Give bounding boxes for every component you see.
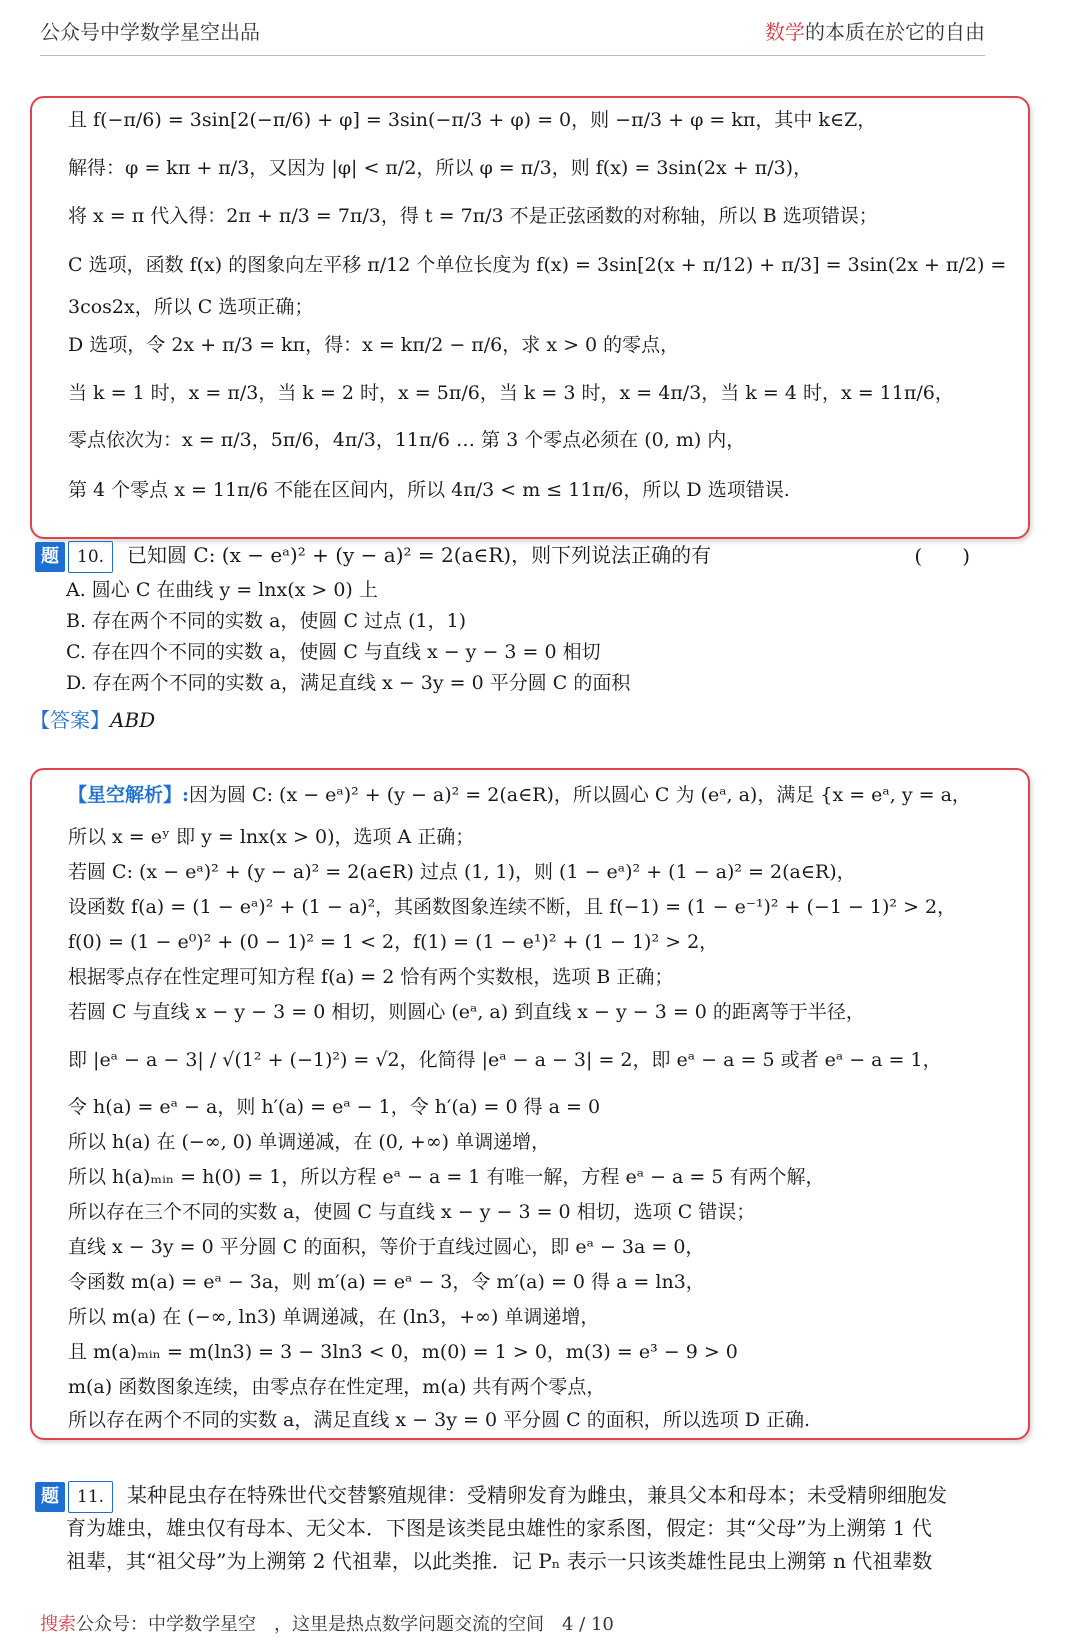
solution1-line: 当 k = 1 时，x = π/3，当 k = 2 时，x = 5π/6，当 k = 3 时，x = 4π/3，当 k = 4 时，x = 11π/6， xyxy=(68,382,954,404)
analysis-line: 直线 x − 3y = 0 平分圆 C 的面积，等价于直线过圆心，即 eᵃ − 3a = 0， xyxy=(68,1236,705,1258)
analysis-title: 【星空解析】: xyxy=(68,784,190,806)
analysis-line: 若圆 C: (x − eᵃ)² + (y − a)² = 2(a∈R) 过点 (1, 1)，则 (1 − eᵃ)² + (1 − a)² = 2(a∈R)， xyxy=(68,861,856,883)
option-c: C. 存在四个不同的实数 a，使圆 C 与直线 x − y − 3 = 0 相切 xyxy=(66,641,601,663)
question-label: 题 xyxy=(35,1482,65,1512)
answer-line xyxy=(30,705,155,735)
option-b: B. 存在两个不同的实数 a，使圆 C 过点 (1，1) xyxy=(66,610,467,632)
analysis-text: 因为圆 C: (x − eᵃ)² + (y − a)² = 2(a∈R)，所以圆心 C 为 (eᵃ, a)，满足 {x = eᵃ, y = a， xyxy=(189,784,971,806)
analysis-line: 所以 x = eʸ 即 y = lnx(x > 0)，选项 A 正确； xyxy=(68,826,475,848)
answer-label: 【答案】 xyxy=(30,708,110,732)
header-left: 公众号中学数学星空出品 xyxy=(40,20,260,44)
analysis-line: m(a) 函数图象连续，由零点存在性定理，m(a) 共有两个零点， xyxy=(68,1376,606,1398)
solution1-line: 且 f(−π/6) = 3sin[2(−π/6) + φ] = 3sin(−π/3 + φ) = 0，则 −π/3 + φ = kπ，其中 k∈Z， xyxy=(68,109,877,131)
analysis-line: 根据零点存在性定理可知方程 f(a) = 2 恰有两个实数根，选项 B 正确； xyxy=(68,966,674,988)
analysis-line: 所以 h(a) 在 (−∞, 0) 单调递减，在 (0, +∞) 单调递增， xyxy=(68,1131,551,1153)
question-10-header xyxy=(35,540,711,573)
solution1-line: 解得：φ = kπ + π/3，又因为 |φ| < π/2，所以 φ = π/3，则 f(x) = 3sin(2x + π/3)， xyxy=(68,157,813,179)
header-right xyxy=(765,16,985,45)
question-stem: 已知圆 C: (x − eᵃ)² + (y − a)² = 2(a∈R)，则下列说法正确的有 xyxy=(127,543,712,567)
footer-text: 公众号：中学数学星空 ，这里是热点数学问题交流的空间 4 / 10 xyxy=(76,1614,614,1635)
question-11-line: 某种昆虫存在特殊世代交替繁殖规律：受精卵发育为雌虫，兼具父本和母本；未受精卵细胞发 xyxy=(127,1483,948,1507)
analysis-line: 所以 m(a) 在 (−∞, ln3) 单调递减，在 (ln3，+∞) 单调递增， xyxy=(68,1306,600,1328)
solution1-line: 将 x = π 代入得：2π + π/3 = 7π/3，得 t = 7π/3 不是正弦函数的对称轴，所以 B 选项错误； xyxy=(68,205,878,227)
solution1-line: 3cos2x，所以 C 选项正确； xyxy=(68,296,314,318)
header-right-text: 的本质在於它的自由 xyxy=(805,20,985,44)
footer xyxy=(40,1610,614,1636)
analysis-line: 令 h(a) = eᵃ − a，则 h′(a) = eᵃ − 1，令 h′(a) = 0 得 a = 0 xyxy=(68,1096,601,1118)
analysis-line: 即 |eᵃ − a − 3| / √(1² + (−1)²) = √2，化简得 |eᵃ − a − 3| = 2，即 eᵃ − a = 5 或者 eᵃ − a = 1， xyxy=(68,1049,942,1071)
solution1-line: C 选项，函数 f(x) 的图象向左平移 π/12 个单位长度为 f(x) = 3sin[2(x + π/12) + π/3] = 3sin(2x + π/2) = xyxy=(68,254,1007,276)
answer-value: ABD xyxy=(110,708,156,732)
option-a: A. 圆心 C 在曲线 y = lnx(x > 0) 上 xyxy=(66,579,378,601)
answer-paren: ( ) xyxy=(914,544,970,568)
analysis-line xyxy=(68,780,971,810)
analysis-line: 设函数 f(a) = (1 − eᵃ)² + (1 − a)²，其函数图象连续不断，且 f(−1) = (1 − e⁻¹)² + (−1 − 1)² > 2， xyxy=(68,896,957,918)
analysis-line: 所以存在两个不同的实数 a，满足直线 x − 3y = 0 平分圆 C 的面积，所以选项 D 正确. xyxy=(68,1409,811,1431)
solution1-line: D 选项，令 2x + π/3 = kπ，得：x = kπ/2 − π/6，求 x > 0 的零点， xyxy=(68,334,680,356)
analysis-line: 令函数 m(a) = eᵃ − 3a，则 m′(a) = eᵃ − 3，令 m′(a) = 0 得 a = ln3， xyxy=(68,1271,705,1293)
solution1-line: 第 4 个零点 x = 11π/6 不能在区间内，所以 4π/3 < m ≤ 11π/6，所以 D 选项错误. xyxy=(68,479,790,501)
question-number: 11. xyxy=(68,1481,113,1513)
analysis-line: 所以 h(a)ₘᵢₙ = h(0) = 1，所以方程 eᵃ − a = 1 有唯一解，方程 eᵃ − a = 5 有两个解， xyxy=(68,1166,825,1188)
solution1-line: 零点依次为：x = π/3，5π/6，4π/3，11π/6 … 第 3 个零点必须在 (0, m) 内， xyxy=(68,429,746,451)
footer-search: 搜索 xyxy=(40,1614,76,1635)
header-right-highlight: 数学 xyxy=(765,20,805,44)
analysis-line: 所以存在三个不同的实数 a，使圆 C 与直线 x − y − 3 = 0 相切，选项 C 错误； xyxy=(68,1201,756,1223)
option-d: D. 存在两个不同的实数 a，满足直线 x − 3y = 0 平分圆 C 的面积 xyxy=(66,672,631,694)
analysis-line: f(0) = (1 − e⁰)² + (0 − 1)² = 1 < 2，f(1) = (1 − e¹)² + (1 − 1)² > 2， xyxy=(68,931,719,953)
question-number: 10. xyxy=(68,541,113,573)
analysis-line: 且 m(a)ₘᵢₙ = m(ln3) = 3 − 3ln3 < 0，m(0) = 1 > 0，m(3) = e³ − 9 > 0 xyxy=(68,1341,738,1363)
question-11-line: 育为雄虫，雄虫仅有母本、无父本．下图是该类昆虫雄性的家系图，假定：其“父母”为上溯第 1 代 xyxy=(66,1516,932,1540)
question-11-line: 祖辈，其“祖父母”为上溯第 2 代祖辈，以此类推．记 Pₙ 表示一只该类雄性昆虫上溯第 n 代祖辈数 xyxy=(66,1549,933,1573)
analysis-line: 若圆 C 与直线 x − y − 3 = 0 相切，则圆心 (eᵃ, a) 到直线 x − y − 3 = 0 的距离等于半径， xyxy=(68,1001,865,1023)
header-divider xyxy=(40,55,985,56)
question-11-header xyxy=(35,1480,947,1513)
question-label: 题 xyxy=(35,542,65,572)
